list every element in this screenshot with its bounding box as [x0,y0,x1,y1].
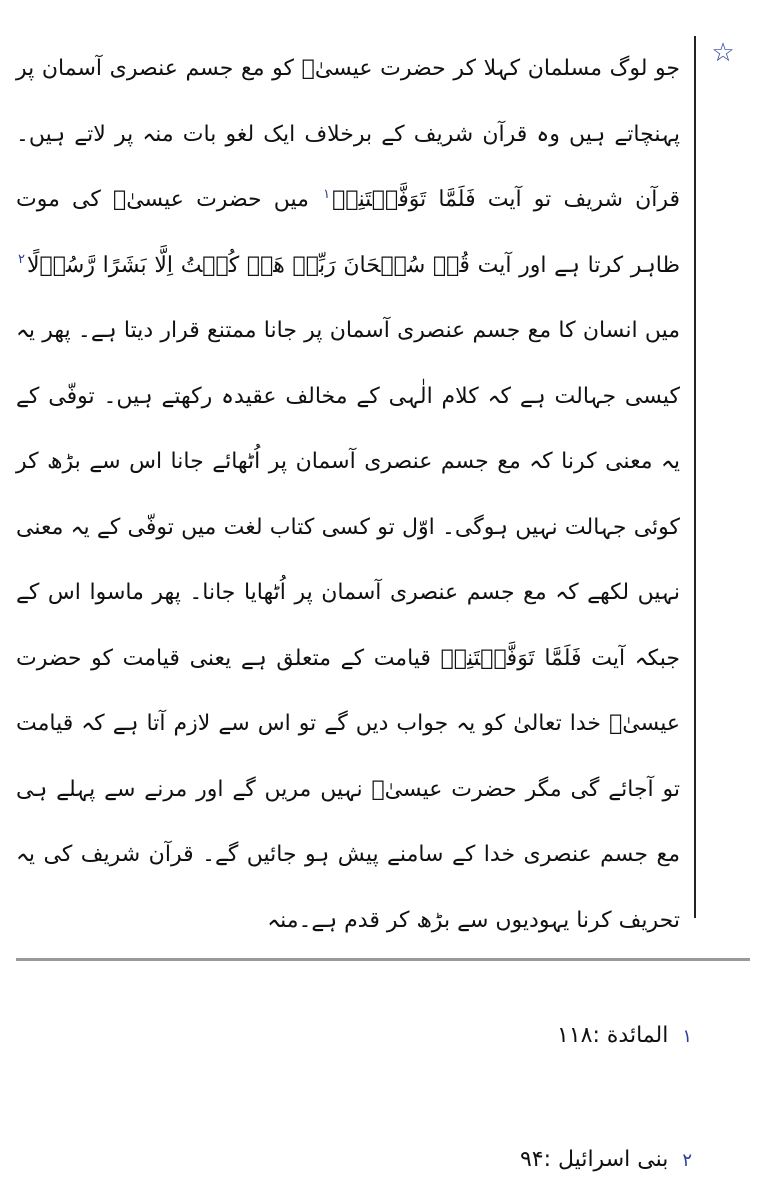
footnote-text-2: بنی اسرائیل :۹۴ [519,1147,669,1172]
text-part-4: قیامت کے متعلق ہے یعنی قیامت کو حضرت عیسیٰؑ خدا تعالیٰ کو یہ جواب دیں گے تو اس سے لازم آتا ہے کہ قیامت تو آجائے گی مگر حضرت عیسیٰؑ نہیں مریں گے اور مرنے سے پہلے ہی مع جسم عنصری خدا کے سامنے پیش ہو جائیں گے۔ قرآن شریف کی یہ تحریف کرنا یہودیوں سے بڑھ کر قدم ہے۔منہ [16,645,680,933]
footnote-separator [16,958,750,961]
footnote-mark-1[interactable]: ۱ [682,1026,692,1047]
quran-verse-2: قُلۡ سُبۡحَانَ رَبِّیۡ هَلۡ کُنۡتُ اِلَّا بَشَرًا رَّسُوۡلًا [26,252,470,278]
footnote-text-1: المائدة :۱۱۸ [557,1023,669,1048]
note-paragraph-text [16,36,680,953]
text-part-1: جو لوگ مسلمان کہلا کر حضرت عیسیٰؑ کو مع جسم عنصری آسمان پر پہنچاتے ہیں وہ قرآن شریف کے برخلاف ایک لغو بات منہ پر لاتے ہیں۔ قرآن شریف تو آیت [16,56,680,212]
footnote-1 [300,1016,692,1057]
footnote-ref-2[interactable]: ۲ [18,252,25,268]
note-paragraph [16,36,680,953]
quran-verse-3: فَلَمَّا تَوَفَّیۡتَنِیۡ [440,645,582,671]
footnote-ref-1[interactable]: ۱ [323,186,331,202]
text-part-2: میں حضرت عیسیٰؑ کی موت ظاہر کرتا ہے اور آیت [16,187,680,278]
note-margin-bar [694,36,696,918]
star-icon: ☆ [711,38,735,68]
footnote-2 [300,1140,692,1181]
footnote-mark-2[interactable]: ۲ [682,1150,692,1171]
quran-verse-1: فَلَمَّا تَوَفَّیۡتَنِیۡ [332,187,476,212]
text-part-3: میں انسان کا مع جسم عنصری آسمان پر جانا ممتنع قرار دیتا ہے۔ پھر یہ کیسی جہالت ہے کہ کلام الٰہی کے مخالف عقیدہ رکھتے ہیں۔ توفّی کے یہ معنی کرنا کہ مع جسم عنصری آسمان پر اُٹھائے جانا اس سے بڑھ کر کوئی جہالت نہیں ہوگی۔ اوّل تو کسی کتاب لغت میں توفّی کے یہ معنی نہیں لکھے کہ مع جسم عنصری آسمان پر اُٹھایا جانا۔ پھر ماسوا اس کے جبکہ آیت [16,318,680,671]
